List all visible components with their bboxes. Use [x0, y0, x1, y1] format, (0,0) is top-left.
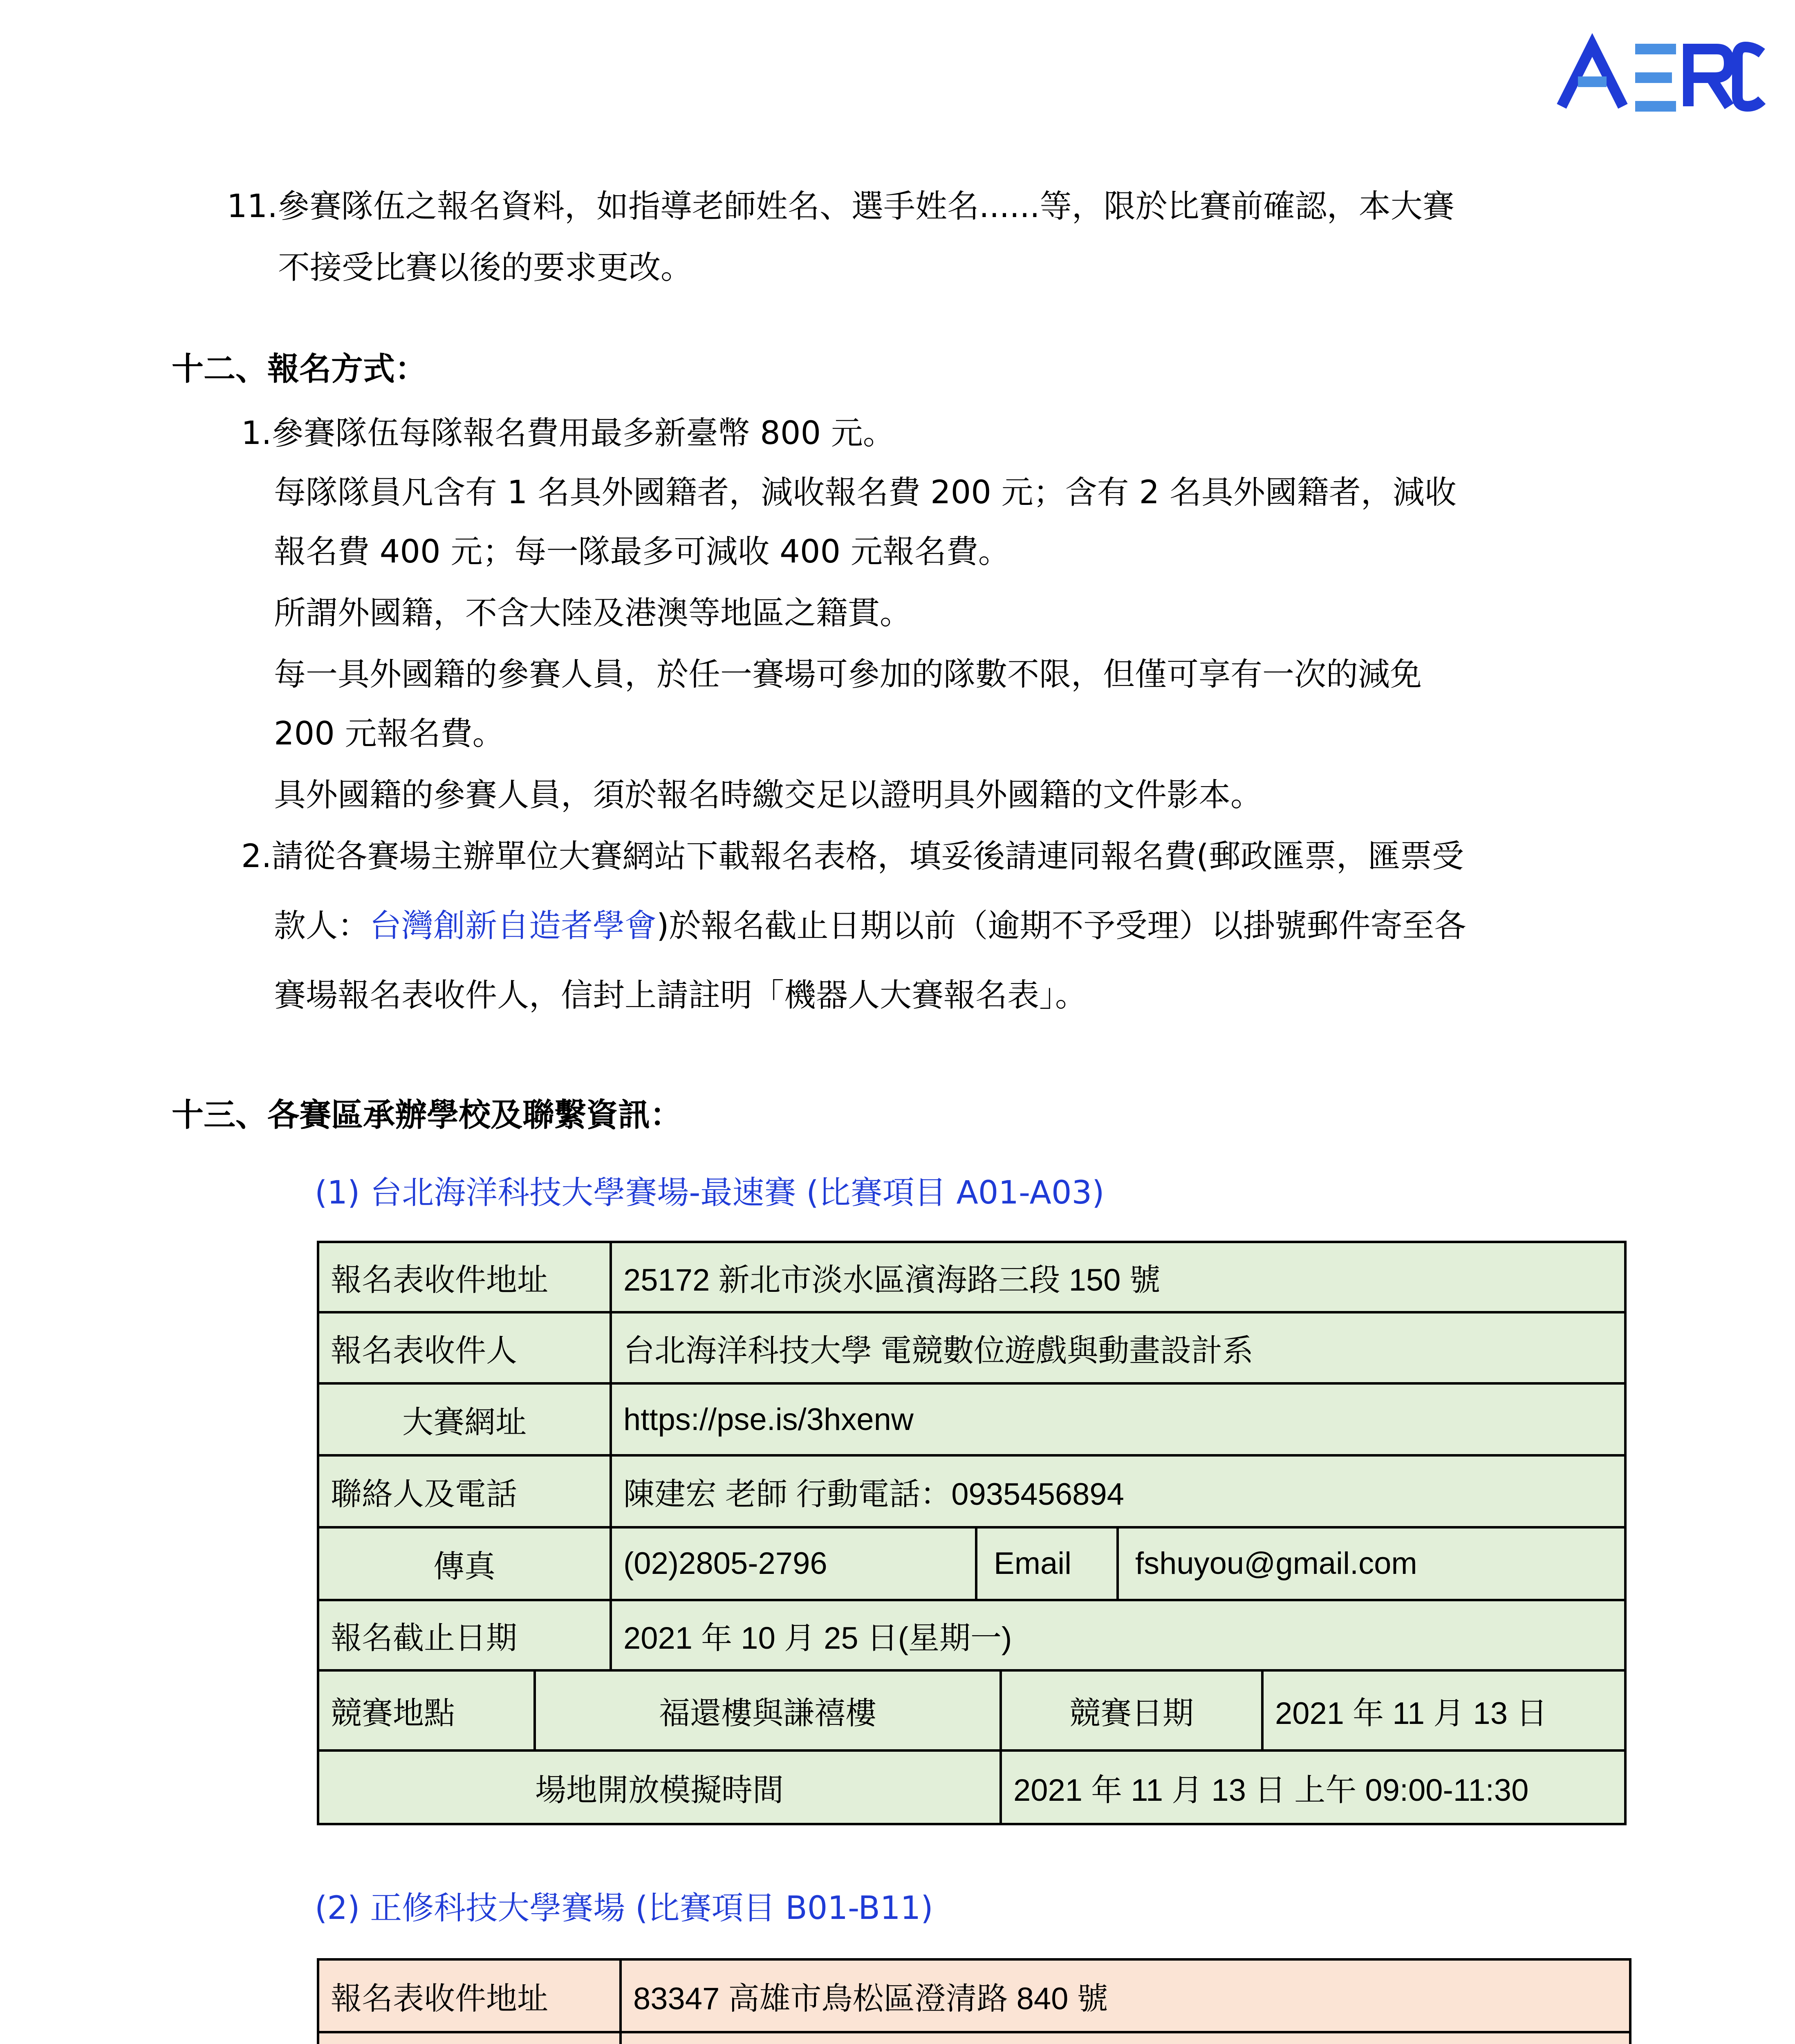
section12-p1-line4: 所謂外國籍，不含大陸及港澳等地區之籍貫。	[274, 595, 912, 632]
v1-recipient-label: 報名表收件人	[318, 1312, 611, 1383]
v2-recipient	[621, 2032, 1630, 2044]
v2-address: 83347 高雄市鳥松區澄清路 840 號	[621, 1959, 1630, 2032]
v1-fax-email-cell	[611, 1527, 1625, 1600]
section12-heading: 十二、報名方式：	[172, 351, 427, 388]
v1-contact-label: 聯絡人及電話	[318, 1455, 611, 1527]
v1-address: 25172 新北市淡水區濱海路三段 150 號	[611, 1242, 1625, 1312]
v1-fax: (02)2805-2796	[612, 1529, 977, 1599]
venue1-table	[317, 1241, 1627, 1825]
venue1-title: (1) 台北海洋科技大學賽場-最速賽 (比賽項目 A01-A03)	[315, 1174, 1105, 1211]
section12-p1-line6: 200 元報名費。	[274, 715, 504, 752]
section12-p1-line3: 報名費 400 元；每一隊最多可減收 400 元報名費。	[274, 533, 1010, 570]
item11-line2: 不接受比賽以後的要求更改。	[278, 249, 693, 286]
section12-p1-line5: 每一具外國籍的參賽人員，於任一賽場可參加的隊數不限，但僅可享有一次的減免	[274, 656, 1422, 693]
v1-contact: 陳建宏 老師 行動電話：0935456894	[611, 1455, 1625, 1527]
item11-line1: 11.參賽隊伍之報名資料，如指導老師姓名、選手姓名......等，限於比賽前確認，本大賽	[227, 188, 1454, 225]
v1-practice: 2021 年 11 月 13 日 上午 09:00-11:30	[1001, 1750, 1625, 1824]
v1-deadline: 2021 年 10 月 25 日(星期一)	[611, 1600, 1625, 1670]
v2-recipient-label	[318, 2032, 621, 2044]
v1-fax-label: 傳真	[318, 1527, 611, 1600]
venue2-table	[317, 1958, 1631, 2044]
section12-p1-line7: 具外國籍的參賽人員，須於報名時繳交足以證明具外國籍的文件影本。	[274, 777, 1263, 814]
v1-deadline-label: 報名截止日期	[318, 1600, 611, 1670]
v1-website-label: 大賽網址	[318, 1383, 611, 1455]
p2-line2-post: )於報名截止日期以前（逾期不予受理）以掛號郵件寄至各	[657, 908, 1466, 944]
v1-website[interactable]: https://pse.is/3hxenw	[611, 1383, 1625, 1455]
section12-p1-line2: 每隊隊員凡含有 1 名具外國籍者，減收報名費 200 元；含有 2 名具外國籍者，減收	[274, 474, 1457, 511]
society-link[interactable]: 台灣創新自造者學會	[370, 908, 657, 944]
v1-email[interactable]: fshuyou@gmail.com	[1135, 1546, 1417, 1581]
section13-heading: 十三、各賽區承辦學校及聯繫資訊：	[172, 1097, 682, 1134]
v2-address-label: 報名表收件地址	[318, 1959, 621, 2032]
v1-date-label: 競賽日期	[1001, 1670, 1262, 1750]
v1-location-label: 競賽地點	[318, 1670, 535, 1750]
v1-practice-label: 場地開放模擬時間	[318, 1750, 1001, 1824]
venue2-title: (2) 正修科技大學賽場 (比賽項目 B01-B11)	[315, 1890, 933, 1927]
v1-address-label: 報名表收件地址	[318, 1242, 611, 1312]
v1-date: 2021 年 11 月 13 日	[1262, 1670, 1625, 1750]
v1-email-label: Email	[977, 1529, 1119, 1599]
v1-location: 福還樓與謙禧樓	[535, 1670, 1001, 1750]
section12-p2-line1: 2.請從各賽場主辦單位大賽網站下載報名表格，填妥後請連同報名費(郵政匯票，匯票受	[241, 838, 1464, 875]
v1-recipient: 台北海洋科技大學 電競數位遊戲與動畫設計系	[611, 1312, 1625, 1383]
aerc-logo	[1553, 33, 1766, 114]
p2-line2-pre: 款人：	[274, 908, 370, 944]
section12-p2-line2	[274, 905, 1466, 946]
section12-p1-line1: 1.參賽隊伍每隊報名費用最多新臺幣 800 元。	[241, 415, 895, 452]
section12-p2-line3: 賽場報名表收件人，信封上請註明「機器人大賽報名表」。	[274, 977, 1087, 1014]
